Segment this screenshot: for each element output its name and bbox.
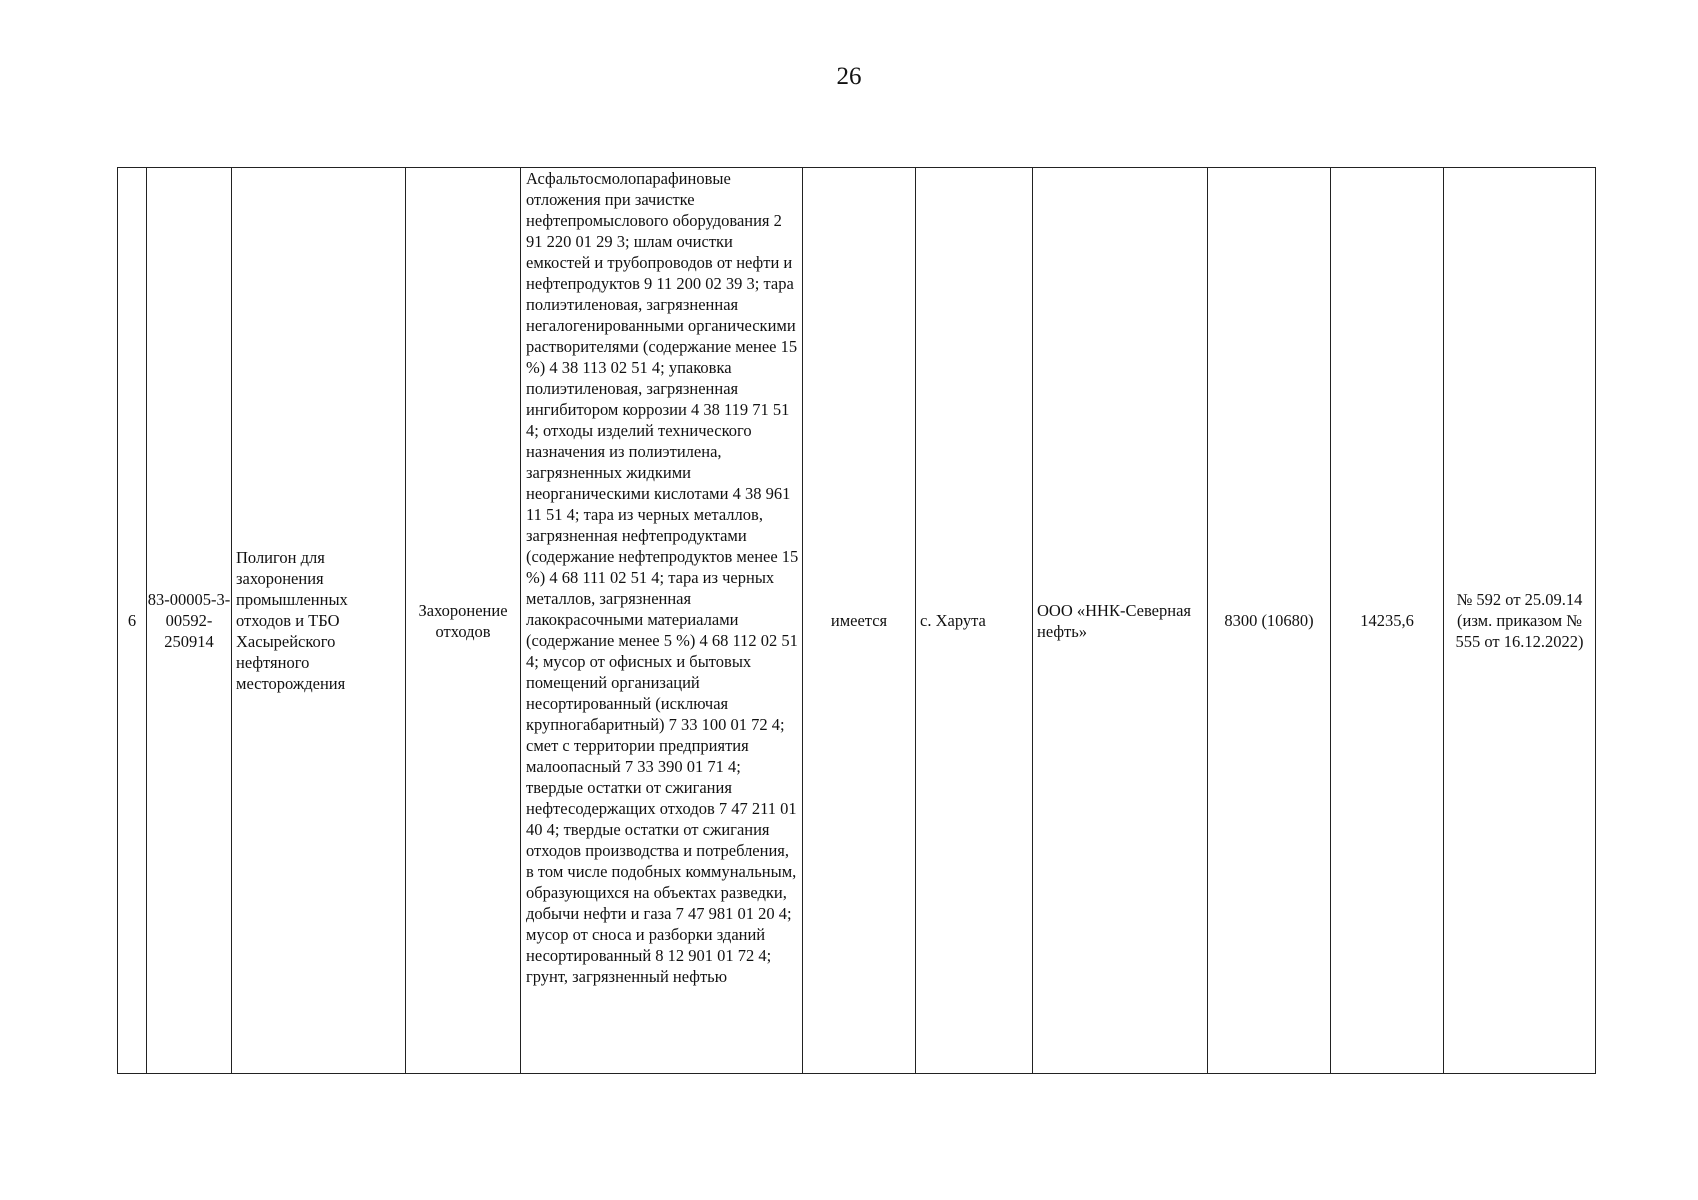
row-index-cell: 6	[118, 168, 147, 1074]
waste-types-cell: Асфальтосмолопарафиновые отложения при зачистке нефтепромыслового оборудования 2 91 220 01 29 3; шлам очистки емкостей и трубопроводов от нефти и нефтепродуктов 9 11 200 02 39 3; тара полиэтиленовая, загрязненная негалогенированными органическими растворителями (содержание менее 15 %) 4 38 113 02 51 4; упаковка полиэтиленовая, загрязненная ингибитором коррозии 4 38 119 71 51 4; отходы изделий технического назначения из полиэтилена, загрязненных жидкими неорганическими кислотами 4 38 961 11 51 4; тара из черных металлов, загрязненная нефтепродуктами (содержание нефтепродуктов менее 15 %) 4 68 111 02 51 4; тара из черных металлов, загрязненная лакокрасочными материалами (содержание менее 5 %) 4 68 112 02 51 4; мусор от офисных и бытовых помещений организаций несортированный (исключая крупногабаритный) 7 33 100 01 72 4; смет с территории предприятия малоопасный 7 33 390 01 71 4; твердые остатки от сжигания нефтесодержащих отходов 7 47 211 01 40 4; твердые остатки от сжигания отходов производства и потребления, в том числе подобных коммунальным, образующихся на объектах разведки, добычи нефти и газа 7 47 981 01 20 4; мусор от сноса и разборки зданий несортированный 8 12 901 01 72 4; грунт, загрязненный нефтью	[521, 168, 803, 1074]
monitoring-cell: имеется	[803, 168, 916, 1074]
purpose-cell: Захоронение отходов	[406, 168, 521, 1074]
table-row	[118, 168, 1596, 1074]
object-name-cell: Полигон для захоронения промышленных отходов и ТБО Хасырейского нефтяного месторождения	[232, 168, 406, 1074]
operator-cell: ООО «ННК-Северная нефть»	[1033, 168, 1208, 1074]
area-cell: 14235,6	[1331, 168, 1444, 1074]
facilities-table	[117, 167, 1596, 1074]
location-cell: с. Харута	[916, 168, 1033, 1074]
registry-number-cell: 83-00005-3-00592-250914	[147, 168, 232, 1074]
order-cell: № 592 от 25.09.14 (изм. приказом № 555 от 16.12.2022)	[1444, 168, 1596, 1074]
capacity-cell: 8300 (10680)	[1208, 168, 1331, 1074]
page-number: 26	[836, 63, 862, 90]
